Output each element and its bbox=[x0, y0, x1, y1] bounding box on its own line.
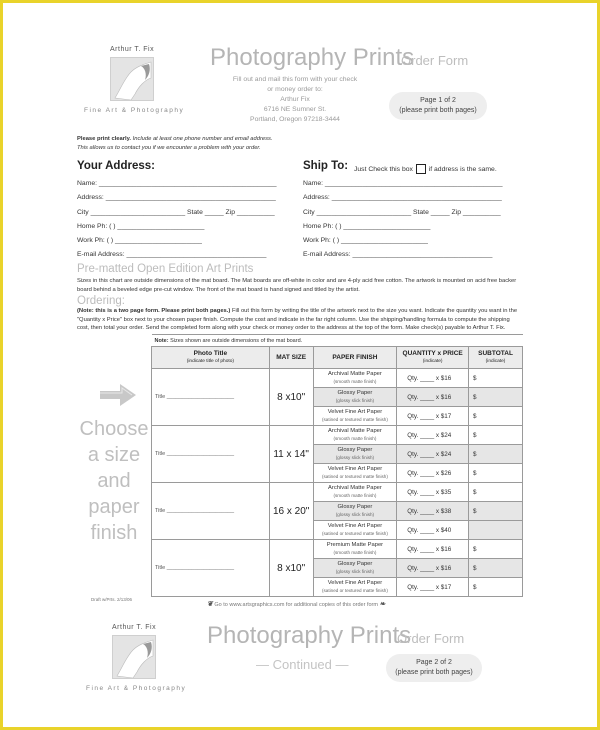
arrow-right-icon bbox=[98, 382, 138, 413]
finish-name: Archival Matte Paper bbox=[328, 371, 382, 377]
subtotal-field[interactable]: $ bbox=[469, 559, 523, 578]
table-note bbox=[152, 335, 523, 347]
choose-size-text bbox=[76, 416, 152, 546]
same-address-label-2: if address is the same. bbox=[428, 165, 497, 173]
finish-sub: (satined or textured matte finish) bbox=[321, 588, 388, 593]
header-label: QUANTITY x PRICE bbox=[402, 349, 463, 357]
qty-price-field[interactable]: Qty. ____ x $24 bbox=[397, 445, 469, 464]
instructions-bold: Please print clearly. bbox=[77, 136, 132, 142]
finish-name: Velvet Fine Art Paper bbox=[327, 466, 383, 472]
paper-finish bbox=[313, 578, 397, 597]
finish-name: Archival Matte Paper bbox=[328, 485, 382, 491]
paper-finish bbox=[313, 483, 397, 502]
paper-finish bbox=[313, 502, 397, 521]
finish-name: Velvet Fine Art Paper bbox=[327, 409, 383, 415]
ordering-body: Fill out this form by writing the title of the artwork next to the size you want. Indicate the quantity you want in the "Quantity x Price" box next to your chosen paper finish. Compute the cost and indicate in the far right column. Use the shipping/handling formula to compute the shipping cost, then total your order. Send the completed form along with your check or money order to the address at the top of the form. Make check(s) payable to Arthur T. Fix. bbox=[77, 308, 518, 331]
continued-label: — Continued — bbox=[256, 657, 349, 672]
finish-sub: (glossy slick finish) bbox=[335, 455, 375, 460]
page-note-2: (please print both pages) bbox=[395, 669, 473, 676]
your-work-phone-field[interactable]: Work Ph: ( ) _______________________ bbox=[77, 237, 202, 244]
address-line: or money order to: bbox=[267, 86, 323, 93]
paper-finish bbox=[313, 426, 397, 445]
footer-right-ornament-icon: ❧ bbox=[379, 601, 386, 608]
finish-sub: (glossy slick finish) bbox=[335, 512, 375, 517]
paper-finish bbox=[313, 369, 397, 388]
photo-title-field[interactable]: Title ______________________ bbox=[152, 483, 270, 540]
footer-left-ornament-icon: ❦ bbox=[207, 601, 213, 608]
header-sub: (indicate) bbox=[485, 358, 506, 364]
your-address-field[interactable]: Address: _____________________________________________ bbox=[77, 194, 276, 201]
paper-finish bbox=[313, 540, 397, 559]
address-line: Arthur Fix bbox=[280, 96, 310, 103]
table-row bbox=[152, 426, 523, 445]
draft-note: Draft w/Prts. 2/13/06 bbox=[91, 597, 133, 602]
logo-image bbox=[110, 57, 154, 101]
table-note-row bbox=[152, 335, 523, 347]
photo-title-field[interactable]: Title ______________________ bbox=[152, 540, 270, 597]
paper-finish bbox=[313, 388, 397, 407]
col-header-paper-finish: PAPER FINISH bbox=[313, 347, 397, 369]
finish-sub: (glossy slick finish) bbox=[335, 569, 375, 574]
subtotal-field[interactable]: $ bbox=[469, 483, 523, 502]
page-number-badge bbox=[389, 92, 487, 120]
ship-city-field[interactable]: City _________________________ State _____ Zip __________ bbox=[303, 209, 501, 216]
finish-sub: (satined or textured matte finish) bbox=[321, 417, 388, 422]
finish-sub: (satined or textured matte finish) bbox=[321, 531, 388, 536]
qty-price-field[interactable]: Qty. ____ x $16 bbox=[397, 369, 469, 388]
ordering-heading: Ordering: bbox=[77, 295, 125, 307]
ordering-text bbox=[77, 307, 522, 333]
order-table bbox=[151, 334, 523, 597]
same-address-row bbox=[354, 164, 497, 174]
choose-line: finish bbox=[90, 522, 138, 544]
ship-address-field[interactable]: Address: _____________________________________________ bbox=[303, 194, 502, 201]
ordering-note: (Note: this is a two page form. Please print both pages.) bbox=[77, 308, 231, 314]
footer-website: Go to www.artsgraphics.com for additional copies of this order form bbox=[214, 602, 378, 608]
subtotal-field[interactable]: $ bbox=[469, 407, 523, 426]
paper-finish bbox=[313, 464, 397, 483]
logo-tagline-2: Fine Art & Photography bbox=[86, 685, 187, 692]
subtotal-field[interactable]: $ bbox=[469, 540, 523, 559]
header-label: SUBTOTAL bbox=[478, 349, 513, 357]
instructions-text: Include at least one phone number and email address. bbox=[131, 136, 273, 142]
address-line: Portland, Oregon 97218-3444 bbox=[250, 116, 340, 123]
mat-size: 16 x 20" bbox=[269, 483, 313, 540]
finish-name: Archival Matte Paper bbox=[328, 428, 382, 434]
qty-price-field[interactable]: Qty. ____ x $16 bbox=[397, 559, 469, 578]
ship-email-field[interactable]: E-mail Address: _____________________________________ bbox=[303, 251, 493, 258]
your-city-field[interactable]: City _________________________ State _____ Zip __________ bbox=[77, 209, 275, 216]
table-row bbox=[152, 540, 523, 559]
choose-line: a size bbox=[87, 444, 141, 466]
prematted-text: Sizes in this chart are outside dimensions of the mat board. The Mat boards are off-white in color and are 4-ply acid free cotton. The artwork is mounted on acid free backer board behind a beveled edge pre-cut window. The front of the mat board is hand signed and titled by the artist. bbox=[77, 278, 517, 293]
subtotal-field[interactable]: $ bbox=[469, 445, 523, 464]
table-row bbox=[152, 369, 523, 388]
table-header-row bbox=[152, 347, 523, 369]
logo-name-2: Arthur T. Fix bbox=[112, 624, 157, 631]
finish-name: Premium Matte Paper bbox=[326, 542, 384, 548]
address-line: 6716 NE Sumner St. bbox=[263, 106, 327, 113]
page-note: (please print both pages) bbox=[399, 107, 477, 114]
same-address-checkbox[interactable] bbox=[416, 164, 426, 174]
col-header-photo-title bbox=[152, 347, 270, 369]
finish-name: Velvet Fine Art Paper bbox=[327, 580, 383, 586]
finish-sub: (smooth matte finish) bbox=[333, 379, 377, 384]
col-header-subtotal bbox=[469, 347, 523, 369]
paper-finish bbox=[313, 407, 397, 426]
finish-name: Glossy Paper bbox=[337, 390, 373, 396]
subtotal-field[interactable] bbox=[469, 521, 523, 540]
ship-work-phone-field[interactable]: Work Ph: ( ) _______________________ bbox=[303, 237, 428, 244]
instructions-text-2: This allows us to contact you if we encounter a problem with your order. bbox=[77, 144, 261, 151]
table-note-bold: Note: bbox=[154, 337, 169, 344]
your-email-field[interactable]: E-mail Address: _____________________________________ bbox=[77, 251, 267, 258]
table-note-text: Sizes shown are outside dimensions of the mat board. bbox=[168, 337, 303, 344]
mailing-address bbox=[220, 75, 370, 125]
finish-name: Glossy Paper bbox=[337, 561, 373, 567]
subtotal-field[interactable]: $ bbox=[469, 578, 523, 597]
page-title: Photography Prints bbox=[210, 44, 415, 71]
finish-name: Glossy Paper bbox=[337, 447, 373, 453]
qty-price-field[interactable]: Qty. ____ x $35 bbox=[397, 483, 469, 502]
header-sub: (indicate) bbox=[422, 358, 443, 364]
logo-name: Arthur T. Fix bbox=[110, 46, 155, 53]
ship-home-phone-field[interactable]: Home Ph: ( ) _______________________ bbox=[303, 223, 431, 230]
choose-line: paper bbox=[88, 496, 140, 518]
finish-sub: (smooth matte finish) bbox=[333, 436, 377, 441]
header-label: Photo Title bbox=[193, 349, 228, 357]
qty-price-field[interactable]: Qty. ____ x $16 bbox=[397, 540, 469, 559]
header-sub: (indicate title of photo) bbox=[186, 358, 234, 364]
choose-line: and bbox=[97, 470, 131, 492]
subtotal-field[interactable]: $ bbox=[469, 502, 523, 521]
qty-price-field[interactable]: Qty. ____ x $26 bbox=[397, 464, 469, 483]
col-header-qty-price bbox=[397, 347, 469, 369]
photo-title-field[interactable]: Title ______________________ bbox=[152, 369, 270, 426]
your-address-heading: Your Address: bbox=[77, 160, 155, 172]
finish-sub: (smooth matte finish) bbox=[333, 550, 377, 555]
ship-name-field[interactable]: Name: _______________________________________________ bbox=[303, 180, 503, 187]
qty-price-field[interactable]: Qty. ____ x $17 bbox=[397, 407, 469, 426]
your-home-phone-field[interactable]: Home Ph: ( ) _______________________ bbox=[77, 223, 205, 230]
paper-finish bbox=[313, 445, 397, 464]
photo-title-field[interactable]: Title ______________________ bbox=[152, 426, 270, 483]
your-name-field[interactable]: Name: _______________________________________________ bbox=[77, 180, 277, 187]
qty-price-field[interactable]: Qty. ____ x $38 bbox=[397, 502, 469, 521]
qty-price-field[interactable]: Qty. ____ x $40 bbox=[397, 521, 469, 540]
qty-price-field[interactable]: Qty. ____ x $17 bbox=[397, 578, 469, 597]
choose-line: Choose bbox=[79, 418, 149, 440]
subtotal-field[interactable]: $ bbox=[469, 369, 523, 388]
logo-tagline: Fine Art & Photography bbox=[84, 107, 185, 114]
same-address-label: Just Check this box bbox=[354, 165, 413, 173]
address-line: Fill out and mail this form with your check bbox=[232, 76, 358, 83]
mat-size: 8 x10" bbox=[269, 369, 313, 426]
ship-to-heading: Ship To: bbox=[303, 160, 349, 172]
page-number-badge-2 bbox=[386, 654, 482, 682]
prematted-heading: Pre-matted Open Edition Art Prints bbox=[77, 263, 254, 275]
finish-sub: (smooth matte finish) bbox=[333, 493, 377, 498]
page-title-2: Photography Prints bbox=[207, 622, 412, 649]
paper-finish bbox=[313, 521, 397, 540]
col-header-mat-size: MAT SIZE bbox=[269, 347, 313, 369]
qty-price-field[interactable]: Qty. ____ x $24 bbox=[397, 426, 469, 445]
finish-name: Velvet Fine Art Paper bbox=[327, 523, 383, 529]
page-subtitle-2: Order Form bbox=[397, 631, 465, 646]
instructions bbox=[77, 135, 517, 152]
table-row bbox=[152, 483, 523, 502]
qty-price-field[interactable]: Qty. ____ x $16 bbox=[397, 388, 469, 407]
page-label-2: Page 2 of 2 bbox=[416, 659, 452, 666]
mat-size: 8 x10" bbox=[269, 540, 313, 597]
mat-size: 11 x 14" bbox=[269, 426, 313, 483]
logo-image-2 bbox=[112, 635, 156, 679]
finish-name: Glossy Paper bbox=[337, 504, 373, 510]
footer-website-row bbox=[207, 600, 385, 608]
finish-sub: (satined or textured matte finish) bbox=[321, 474, 388, 479]
finish-sub: (glossy slick finish) bbox=[335, 398, 375, 403]
page-label: Page 1 of 2 bbox=[420, 97, 456, 104]
subtotal-field[interactable]: $ bbox=[469, 388, 523, 407]
page-subtitle: Order Form bbox=[401, 53, 469, 68]
subtotal-field[interactable]: $ bbox=[469, 426, 523, 445]
paper-finish bbox=[313, 559, 397, 578]
subtotal-field[interactable]: $ bbox=[469, 464, 523, 483]
